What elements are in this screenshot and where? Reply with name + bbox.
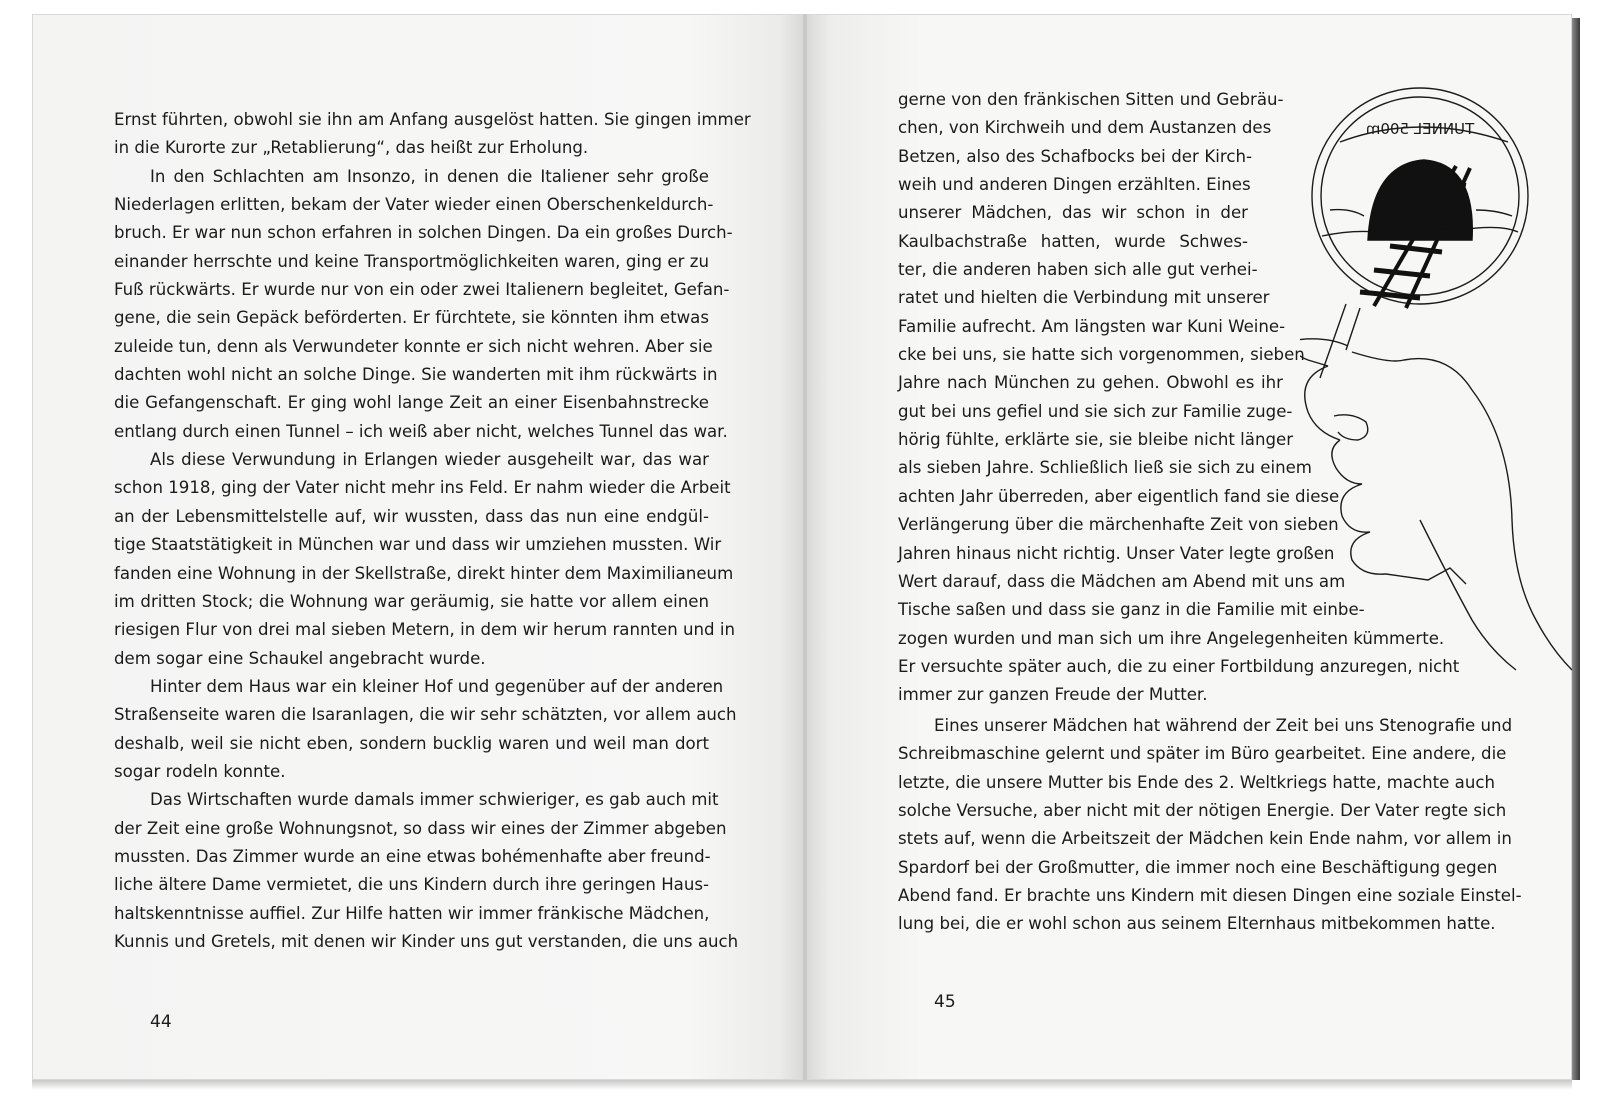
text-line: entlang durch einen Tunnel – ich weiß aber nicht, welches Tunnel das war. (114, 421, 728, 441)
text-line: Jahren hinaus nicht richtig. Unser Vater legte großen (898, 543, 1335, 563)
text-line: solche Versuche, aber nicht mit der nötigen Energie. Der Vater regte sich (898, 801, 1507, 821)
text-line: in die Kurorte zur „Retablierung“, das heißt zur Erholung. (114, 138, 589, 158)
text-line: Tische saßen und dass sie ganz in die Familie mit einbe- (898, 600, 1365, 620)
text-line: cke bei uns, sie hatte sich vorgenommen, sieben (898, 345, 1305, 365)
text-line: immer zur ganzen Freude der Mutter. (898, 685, 1208, 705)
text-line: Eines unserer Mädchen hat während der Zeit bei uns Stenografie und (934, 716, 1513, 735)
text-line: lung bei, die er wohl schon aus seinem Elternhaus mitbekommen hatte. (898, 914, 1496, 934)
text-line: chen, von Kirchweih und dem Austanzen des (898, 118, 1272, 138)
text-line: In den Schlachten am Insonzo, in denen die Italiener sehr große (150, 166, 709, 186)
text-line: Familie aufrecht. Am längsten war Kuni Weine- (898, 316, 1286, 336)
text-line: tige Staatstätigkeit in München war und dass wir umziehen mussten. Wir (114, 535, 722, 555)
text-line: bruch. Er war nun schon erfahren in solchen Dingen. Da ein großes Durch- (114, 223, 733, 243)
text-line: Kunnis und Gretels, mit denen wir Kinder uns gut verstanden, die uns auch (114, 931, 739, 951)
text-line: Fuß rückwärts. Er wurde nur von ein oder zwei Italienern begleitet, Gefan- (114, 280, 730, 300)
text-line: Niederlagen erlitten, bekam der Vater wieder einen Oberschenkeldurch- (114, 195, 714, 215)
left-page-body (114, 106, 751, 956)
text-line: haltskenntnisse auffiel. Zur Hilfe hatten wir immer fränkische Mädchen, (114, 903, 710, 923)
text-line: Betzen, also des Schafbocks bei der Kirch- (898, 146, 1252, 166)
text-line: Er versuchte später auch, die zu einer Fortbildung anzuregen, nicht (898, 656, 1460, 676)
text-line: Als diese Verwundung in Erlangen wieder ausgeheilt war, das war (150, 450, 709, 470)
page-edge (1572, 18, 1580, 1080)
text-line: als sieben Jahre. Schließlich ließ sie sich zu einem (898, 458, 1312, 478)
text-line: der Zeit eine große Wohnungsnot, so dass wir eines der Zimmer abgeben (114, 818, 727, 838)
text-line: Wert darauf, dass die Mädchen am Abend mit uns am (898, 571, 1346, 591)
text-line: ratet und hielten die Verbindung mit unserer (898, 288, 1270, 308)
text-line: sogar rodeln konnte. (114, 761, 286, 781)
text-line: im dritten Stock; die Wohnung war geräumig, sie hatte vor allem einen (114, 591, 709, 611)
text-line: einander herrschte und keine Transportmöglichkeiten waren, ging er zu (114, 251, 709, 271)
text-line: achten Jahr überreden, aber eigentlich fand sie diese (898, 486, 1340, 506)
text-line: Abend fand. Er brachte uns Kindern mit diesen Dingen eine soziale Einstel- (898, 886, 1522, 906)
text-line: gerne von den fränkischen Sitten und Gebräu- (898, 90, 1284, 109)
text-line: Verlängerung über die märchenhafte Zeit von sieben (898, 515, 1339, 535)
text-line: Das Wirtschaften wurde damals immer schwieriger, es gab auch mit (150, 790, 719, 810)
page-number-right: 45 (934, 992, 956, 1012)
text-line: riesigen Flur von drei mal sieben Metern, in dem wir herum rannten und in (114, 620, 735, 640)
text-line: Hinter dem Haus war ein kleiner Hof und gegenüber auf der anderen (150, 676, 724, 696)
text-line: zogen wurden und man sich um ihre Angelegenheiten kümmerte. (898, 628, 1445, 648)
text-line: Jahre nach München zu gehen. Obwohl es ihr (898, 373, 1283, 393)
text-line: hörig fühlte, erklärte sie, sie bleibe nicht länger (898, 430, 1294, 450)
text-line: die Gefangenschaft. Er ging wohl lange Zeit an einer Eisenbahnstrecke (114, 393, 709, 413)
tunnel-sign-text: TUNNEL 500m (1365, 120, 1475, 138)
text-line: stets auf, wenn die Arbeitszeit der Mädchen kein Ende nahm, vor allem in (898, 829, 1512, 849)
text-line: dem sogar eine Schaukel angebracht wurde. (114, 648, 486, 668)
text-line: gene, die sein Gepäck beförderten. Er fürchtete, sie könnten ihm etwas (114, 308, 709, 328)
text-line: ter, die anderen haben sich alle gut verhei- (898, 260, 1258, 280)
text-line: liche ältere Dame vermietet, die uns Kindern durch ihre geringen Haus- (114, 875, 709, 895)
book-gutter (803, 14, 807, 1080)
text-line: Straßenseite waren die Isaranlagen, die wir sehr schätzten, vor allem auch (114, 705, 737, 725)
text-line: gut bei uns gefiel und sie sich zur Familie zuge- (898, 401, 1293, 421)
text-line: Spardorf bei der Großmutter, die immer noch eine Beschäftigung gegen (898, 857, 1498, 877)
text-line: schon 1918, ging der Vater nicht mehr ins Feld. Er nahm wieder die Arbeit (114, 478, 731, 498)
text-line: unserer Mädchen, das wir schon in der (898, 203, 1248, 223)
text-line: Ernst führten, obwohl sie ihn am Anfang ausgelöst hatten. Sie gingen immer (114, 110, 751, 129)
text-line: letzte, die unsere Mutter bis Ende des 2. Weltkriegs hatte, machte auch (898, 772, 1495, 792)
text-line: Schreibmaschine gelernt und später im Büro gearbeitet. Eine andere, die (898, 744, 1507, 764)
text-line: mussten. Das Zimmer wurde an eine etwas bohémenhafte aber freund- (114, 846, 711, 866)
text-line: dachten wohl nicht an solche Dinge. Sie wanderten mit ihm rückwärts in (114, 365, 718, 385)
text-line: Kaulbachstraße hatten, wurde Schwes- (898, 231, 1248, 251)
page-number-left: 44 (150, 1012, 172, 1032)
text-line: fanden eine Wohnung in der Skellstraße, direkt hinter dem Maximilianeum (114, 563, 734, 583)
right-page-body-top (898, 86, 1510, 710)
text-line: weih und anderen Dingen erzählten. Eines (898, 175, 1251, 195)
text-line: an der Lebensmittelstelle auf, wir wussten, dass das nun eine endgül- (114, 506, 709, 526)
text-line: deshalb, weil sie nicht eben, sondern bucklig waren und weil man dort (114, 733, 709, 753)
right-page-body-bottom (898, 712, 1522, 939)
text-line: zuleide tun, denn als Verwundeter konnte er sich nicht wehren. Aber sie (114, 336, 713, 356)
